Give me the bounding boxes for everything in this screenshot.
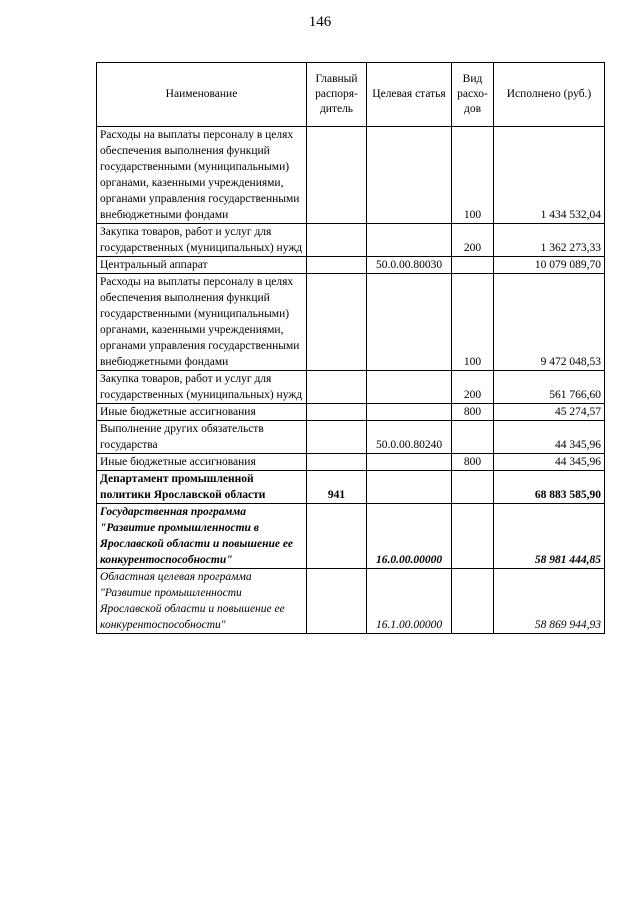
cell-manager: 941 [307, 471, 367, 504]
cell-amount: 561 766,60 [494, 371, 605, 404]
cell-amount: 44 345,96 [494, 454, 605, 471]
cell-article: 16.1.00.00000 [367, 569, 452, 634]
cell-name: Департамент промышленной политики Ярославской области [97, 471, 307, 504]
cell-type [452, 471, 494, 504]
header-type: Вид расхо-дов [452, 63, 494, 127]
cell-amount: 10 079 089,70 [494, 257, 605, 274]
cell-name: Иные бюджетные ассигнования [97, 454, 307, 471]
cell-manager [307, 404, 367, 421]
budget-table [96, 62, 605, 634]
header-executed: Исполнено (руб.) [494, 63, 605, 127]
cell-article: 50.0.00.80240 [367, 421, 452, 454]
table-row [97, 454, 605, 471]
cell-type [452, 504, 494, 569]
cell-article [367, 127, 452, 224]
header-article: Целевая статья [367, 63, 452, 127]
cell-type: 800 [452, 404, 494, 421]
cell-type: 200 [452, 371, 494, 404]
cell-article [367, 471, 452, 504]
cell-type: 800 [452, 454, 494, 471]
table-row [97, 471, 605, 504]
cell-manager [307, 274, 367, 371]
cell-type [452, 421, 494, 454]
table-row [97, 371, 605, 404]
cell-amount: 58 981 444,85 [494, 504, 605, 569]
cell-manager [307, 454, 367, 471]
cell-type [452, 569, 494, 634]
cell-amount: 1 434 532,04 [494, 127, 605, 224]
cell-amount: 1 362 273,33 [494, 224, 605, 257]
cell-name: Выполнение других обязательств государства [97, 421, 307, 454]
cell-amount: 9 472 048,53 [494, 274, 605, 371]
cell-manager [307, 371, 367, 404]
cell-name: Областная целевая программа "Развитие промышленности Ярославской области и повышение ее конкурентоспособности" [97, 569, 307, 634]
cell-article [367, 404, 452, 421]
header-name: Наименование [97, 63, 307, 127]
cell-type [452, 257, 494, 274]
header-manager: Главный распоря-дитель [307, 63, 367, 127]
table-row [97, 569, 605, 634]
cell-name: Расходы на выплаты персоналу в целях обеспечения выполнения функций государственными (муниципальными) органами, казенными учреждениями, органами управления государственными внебюджетными фондами [97, 274, 307, 371]
cell-name: Центральный аппарат [97, 257, 307, 274]
table-row [97, 421, 605, 454]
page-number: 146 [308, 14, 332, 30]
cell-name: Иные бюджетные ассигнования [97, 404, 307, 421]
table-row [97, 127, 605, 224]
cell-amount: 44 345,96 [494, 421, 605, 454]
cell-name: Закупка товаров, работ и услуг для государственных (муниципальных) нужд [97, 371, 307, 404]
table-row [97, 274, 605, 371]
table-row [97, 404, 605, 421]
cell-article: 16.0.00.00000 [367, 504, 452, 569]
table-header-row [97, 63, 605, 127]
cell-article: 50.0.00.80030 [367, 257, 452, 274]
cell-type: 100 [452, 127, 494, 224]
table-row [97, 224, 605, 257]
table-row [97, 504, 605, 569]
cell-amount: 58 869 944,93 [494, 569, 605, 634]
cell-article [367, 274, 452, 371]
cell-manager [307, 257, 367, 274]
cell-amount: 68 883 585,90 [494, 471, 605, 504]
cell-name: Государственная программа "Развитие промышленности в Ярославской области и повышение ее конкурентоспособности" [97, 504, 307, 569]
cell-article [367, 454, 452, 471]
cell-type: 200 [452, 224, 494, 257]
cell-manager [307, 224, 367, 257]
table-row [97, 257, 605, 274]
cell-article [367, 371, 452, 404]
cell-manager [307, 421, 367, 454]
cell-type: 100 [452, 274, 494, 371]
cell-amount: 45 274,57 [494, 404, 605, 421]
cell-article [367, 224, 452, 257]
cell-manager [307, 127, 367, 224]
cell-manager [307, 504, 367, 569]
cell-name: Закупка товаров, работ и услуг для государственных (муниципальных) нужд [97, 224, 307, 257]
cell-name: Расходы на выплаты персоналу в целях обеспечения выполнения функций государственными (муниципальными) органами, казенными учреждениями, органами управления государственными внебюджетными фондами [97, 127, 307, 224]
cell-manager [307, 569, 367, 634]
table-body [97, 127, 605, 634]
